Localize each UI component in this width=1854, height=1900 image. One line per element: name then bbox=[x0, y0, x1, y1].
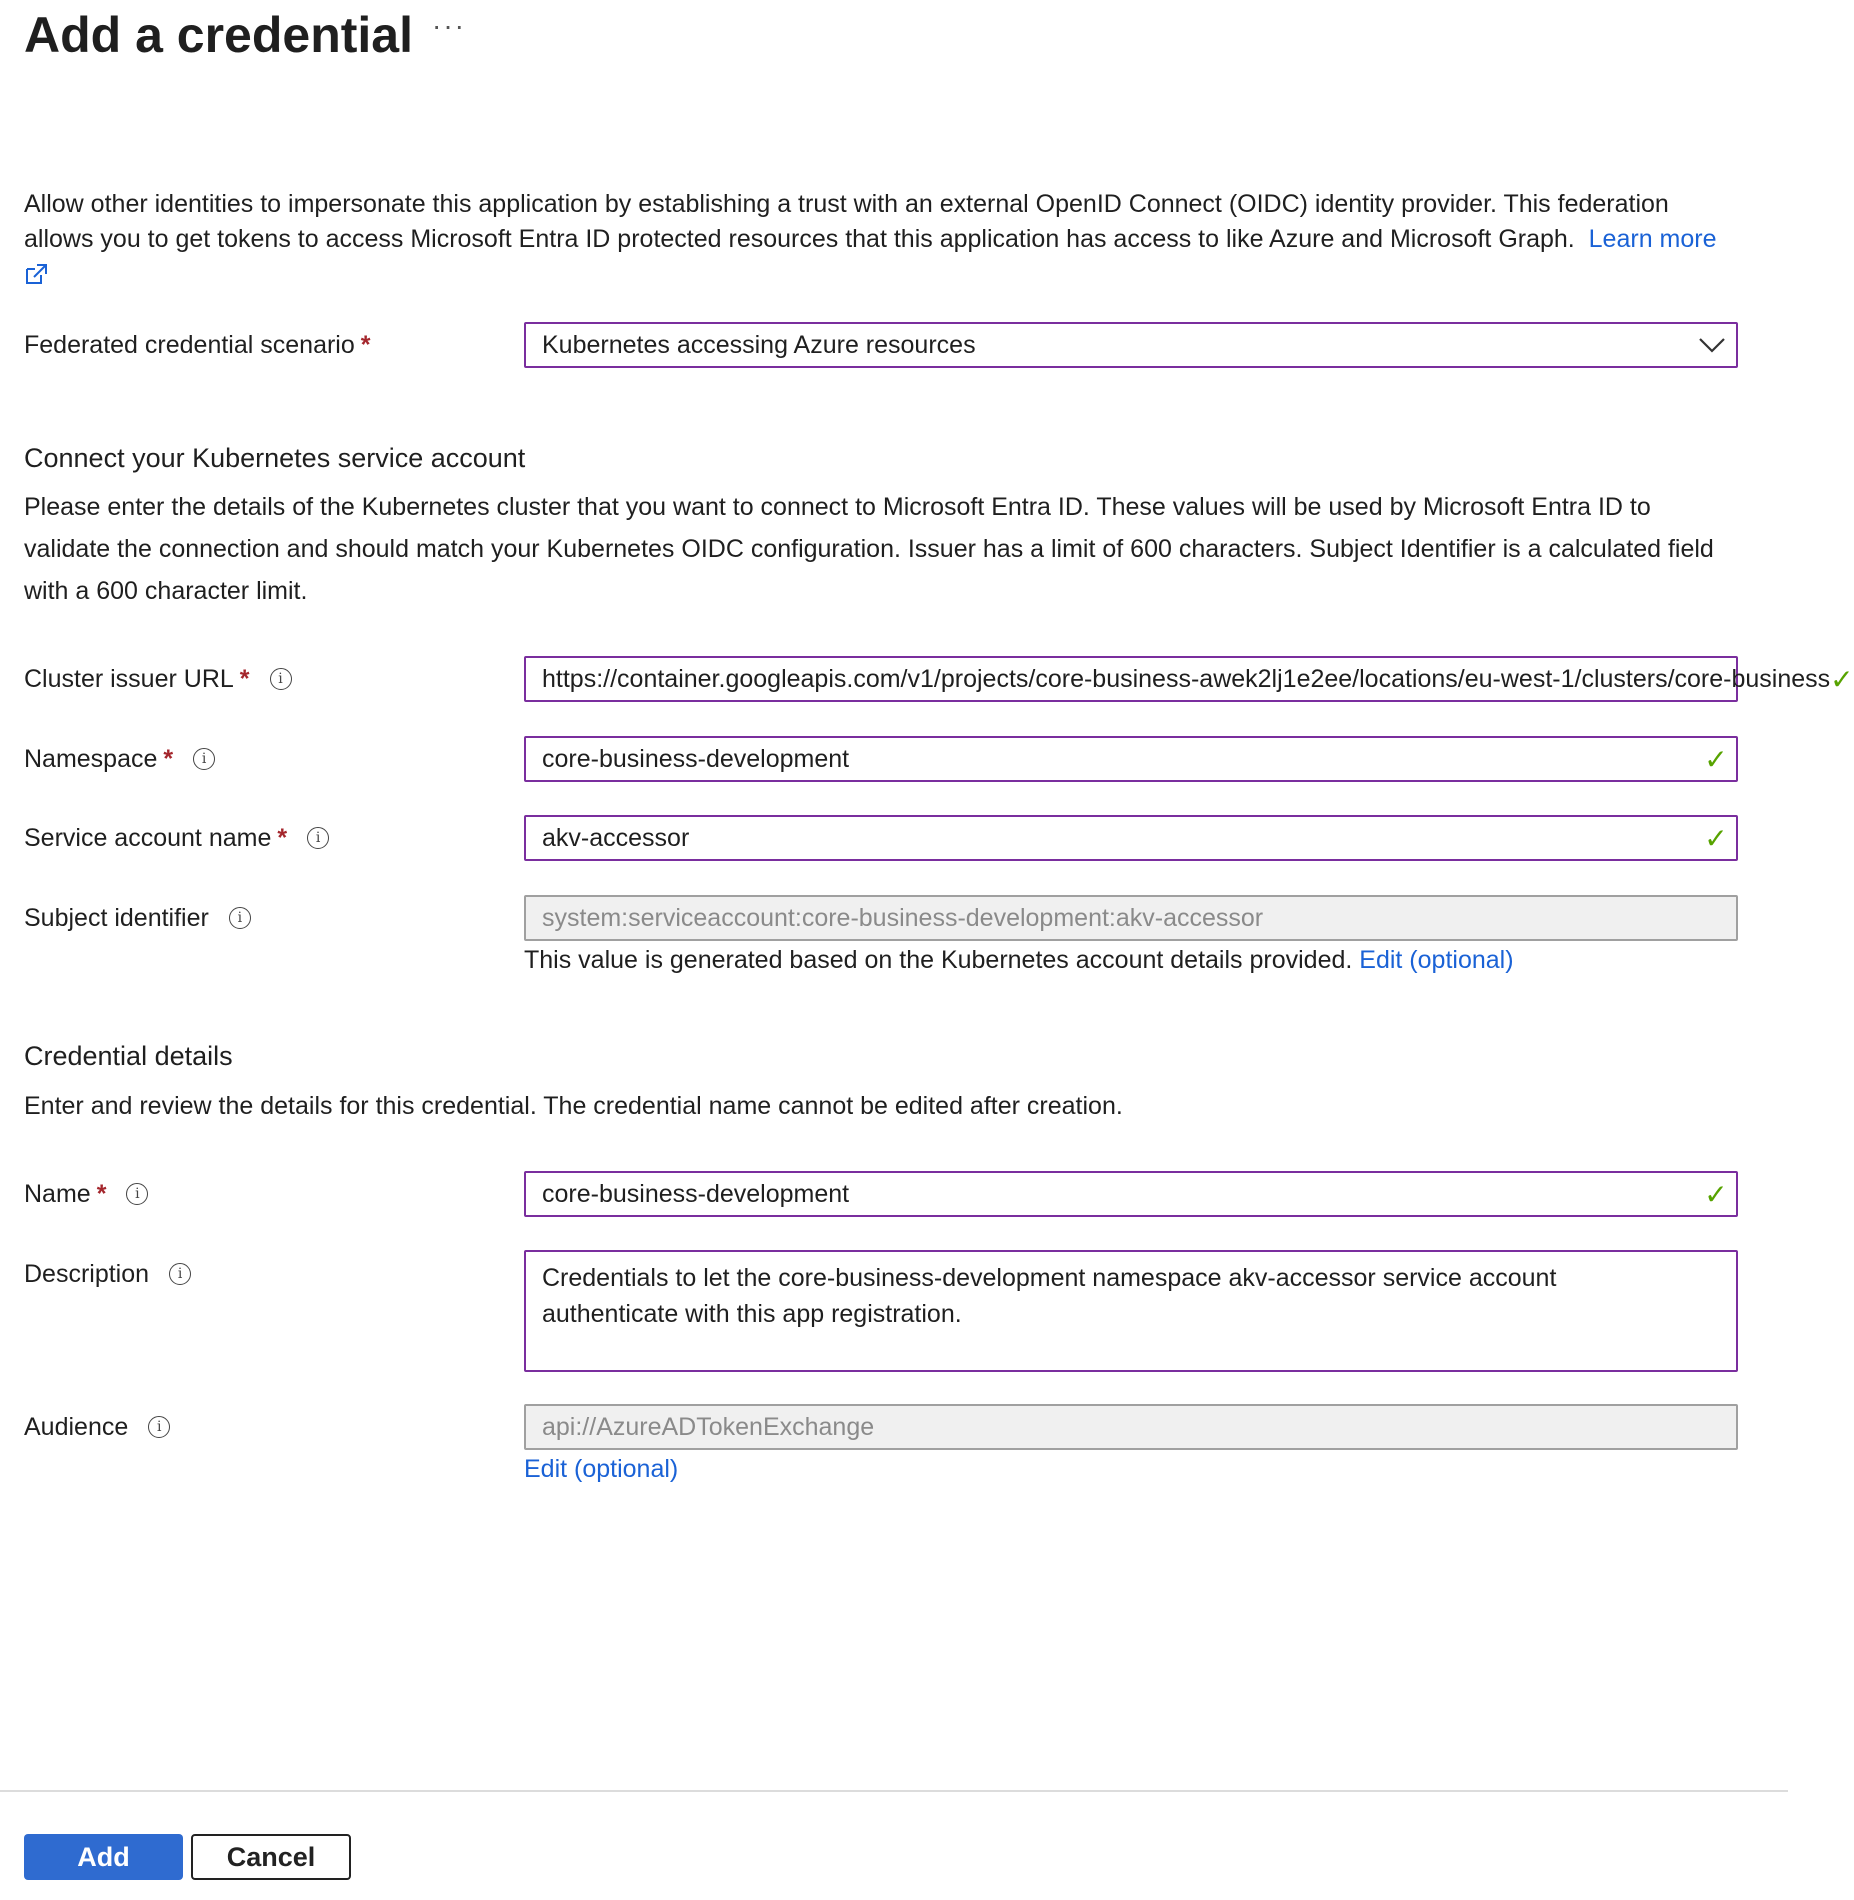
audience-value: api://AzureADTokenExchange bbox=[542, 1412, 875, 1441]
more-options-button[interactable]: ··· bbox=[432, 10, 466, 41]
scenario-label-text: Federated credential scenario bbox=[24, 330, 355, 359]
namespace-value: core-business-development bbox=[542, 744, 850, 773]
subject-identifier-input bbox=[524, 895, 1738, 941]
subject-edit-link[interactable]: Edit (optional) bbox=[1359, 946, 1514, 974]
info-icon[interactable]: i bbox=[307, 827, 329, 849]
intro-body: Allow other identities to impersonate this application by establishing a trust with an external OpenID Connect (OIDC) identity provider. This federation allows you to get tokens to access Microsoft Entra ID protected resources that this application has access to like Azure and Microsoft Graph. bbox=[24, 190, 1669, 253]
k8s-description: Please enter the details of the Kubernetes cluster that you want to connect to Microsoft Entra ID. These values will be used by Microsoft Entra ID to validate the connection and should match your Kubernetes OIDC configuration. Issuer has a limit of 600 characters. Subject Identifier is a calculated field with a 600 character limit. bbox=[24, 493, 1714, 605]
k8s-heading: Connect your Kubernetes service account bbox=[24, 443, 526, 473]
required-marker: * bbox=[277, 823, 288, 852]
info-icon[interactable]: i bbox=[126, 1183, 148, 1205]
subject-helper bbox=[524, 946, 1514, 975]
check-icon: ✓ bbox=[1704, 1178, 1728, 1210]
cluster-value: https://container.googleapis.com/v1/projects/core-business-awek2lj1e2ee/locations/eu-west-1/clusters/core-business bbox=[542, 664, 1831, 693]
desc-value: Credentials to let the core-business-development namespace akv-accessor service account authenticate with this app registration. bbox=[542, 1264, 1557, 1328]
cluster-label-text: Cluster issuer URL bbox=[24, 664, 234, 693]
sa-label-text: Service account name bbox=[24, 823, 272, 852]
intro-text bbox=[24, 187, 1724, 292]
subject-label-text: Subject identifier bbox=[24, 903, 209, 932]
details-description: Enter and review the details for this credential. The credential name cannot be edited after creation. bbox=[24, 1092, 1123, 1120]
footer-divider bbox=[0, 1790, 1788, 1792]
sa-value: akv-accessor bbox=[542, 823, 690, 852]
scenario-label bbox=[24, 322, 370, 368]
details-heading: Credential details bbox=[24, 1041, 233, 1071]
audience-label-text: Audience bbox=[24, 1412, 129, 1441]
info-icon[interactable]: i bbox=[229, 907, 251, 929]
scenario-dropdown[interactable] bbox=[524, 322, 1738, 368]
add-button[interactable]: Add bbox=[24, 1834, 183, 1880]
required-marker: * bbox=[239, 664, 250, 693]
subject-value: system:serviceaccount:core-business-development:akv-accessor bbox=[542, 903, 1264, 932]
service-account-label bbox=[24, 815, 329, 861]
name-input[interactable] bbox=[524, 1171, 1738, 1217]
description-label bbox=[24, 1251, 191, 1297]
info-icon[interactable]: i bbox=[148, 1416, 170, 1438]
cluster-issuer-url-input[interactable] bbox=[524, 656, 1854, 702]
name-label-text: Name bbox=[24, 1179, 91, 1208]
chevron-down-icon bbox=[1688, 337, 1736, 353]
audience-label bbox=[24, 1404, 170, 1450]
required-marker: * bbox=[360, 330, 371, 359]
cancel-button[interactable]: Cancel bbox=[191, 1834, 351, 1880]
namespace-label bbox=[24, 736, 215, 782]
cluster-label bbox=[24, 656, 292, 702]
check-icon: ✓ bbox=[1830, 663, 1854, 695]
namespace-label-text: Namespace bbox=[24, 744, 158, 773]
check-icon: ✓ bbox=[1704, 822, 1728, 854]
desc-label-text: Description bbox=[24, 1259, 150, 1288]
external-link-icon bbox=[24, 263, 48, 285]
required-marker: * bbox=[163, 744, 174, 773]
info-icon[interactable]: i bbox=[270, 668, 292, 690]
page-title: Add a credential bbox=[24, 7, 413, 63]
scenario-value: Kubernetes accessing Azure resources bbox=[542, 330, 976, 359]
audience-input bbox=[524, 1404, 1738, 1450]
learn-more-label: Learn more bbox=[1588, 225, 1717, 253]
required-marker: * bbox=[96, 1179, 107, 1208]
audience-edit-link[interactable]: Edit (optional) bbox=[524, 1455, 679, 1483]
description-textarea[interactable] bbox=[524, 1250, 1738, 1372]
name-label bbox=[24, 1171, 148, 1217]
subject-helper-text: This value is generated based on the Kubernetes account details provided. bbox=[524, 946, 1353, 974]
namespace-input[interactable] bbox=[524, 736, 1738, 782]
name-value: core-business-development bbox=[542, 1179, 850, 1208]
info-icon[interactable]: i bbox=[193, 748, 215, 770]
subject-label bbox=[24, 895, 251, 941]
service-account-input[interactable] bbox=[524, 815, 1738, 861]
check-icon: ✓ bbox=[1704, 743, 1728, 775]
info-icon[interactable]: i bbox=[169, 1263, 191, 1285]
